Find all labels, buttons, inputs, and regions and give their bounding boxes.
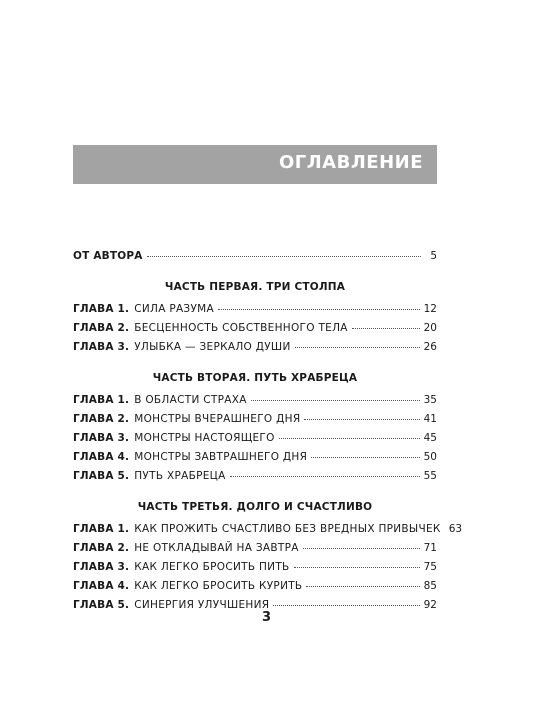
chapter-page: 50 [423,451,437,463]
chapter-page: 12 [423,303,437,315]
chapter-label: ГЛАВА 1. [73,303,130,315]
table-of-contents [73,247,463,615]
dot-leader [279,437,420,439]
dot-leader [304,418,419,420]
chapter-label: ГЛАВА 3. [73,432,130,444]
chapter-label: ГЛАВА 1. [73,523,130,535]
dot-leader [352,327,420,329]
chapter-page: 35 [423,394,437,406]
chapter-page: 26 [423,341,437,353]
chapter-title: МОНСТРЫ НАСТОЯЩЕГО [134,432,275,444]
toc-chapter-entry[interactable] [73,520,463,539]
chapter-page: 63 [448,523,463,535]
chapter-label: ГЛАВА 2. [73,413,130,425]
chapter-title: СИЛА РАЗУМА [134,303,215,315]
toc-banner [73,145,437,184]
page-number: 3 [261,610,272,625]
toc-chapter-entry[interactable] [73,300,437,319]
dot-leader [295,346,420,348]
chapter-title: НЕ ОТКЛАДЫВАЙ НА ЗАВТРА [134,542,299,554]
chapter-page: 75 [423,561,437,573]
spacer [73,486,437,494]
dot-leader [147,255,421,257]
chapter-label: ГЛАВА 2. [73,542,130,554]
toc-chapter-entry[interactable] [73,410,437,429]
toc-chapter-entry[interactable] [73,539,437,558]
chapter-page: 71 [423,542,437,554]
chapter-page: 55 [423,470,437,482]
chapter-label: ГЛАВА 3. [73,561,130,573]
spacer [73,357,437,365]
toc-chapter-entry[interactable] [73,429,437,448]
part-heading-3: ЧАСТЬ ТРЕТЬЯ. ДОЛГО И СЧАСТЛИВО [137,501,373,513]
toc-entry-page: 5 [430,250,437,262]
part-heading-2: ЧАСТЬ ВТОРАЯ. ПУТЬ ХРАБРЕЦА [152,372,358,384]
dot-leader [251,399,420,401]
chapter-page: 45 [423,432,437,444]
toc-title: ОГЛАВЛЕНИЕ [278,152,423,173]
chapter-label: ГЛАВА 4. [73,451,130,463]
chapter-title: МОНСТРЫ ЗАВТРАШНЕГО ДНЯ [134,451,308,463]
chapter-label: ГЛАВА 1. [73,394,130,406]
dot-leader [303,547,420,549]
toc-chapter-entry[interactable] [73,558,437,577]
chapter-title: КАК ЛЕГКО БРОСИТЬ КУРИТЬ [134,580,303,592]
toc-chapter-entry[interactable] [73,448,437,467]
chapter-label: ГЛАВА 5. [73,599,130,611]
chapter-label: ГЛАВА 5. [73,470,130,482]
spacer [73,266,437,274]
toc-chapter-entry[interactable] [73,338,437,357]
dot-leader [306,585,419,587]
chapter-title: МОНСТРЫ ВЧЕРАШНЕГО ДНЯ [134,413,301,425]
chapter-title: В ОБЛАСТИ СТРАХА [134,394,247,406]
chapter-title: УЛЫБКА — ЗЕРКАЛО ДУШИ [134,341,291,353]
chapter-title: ПУТЬ ХРАБРЕЦА [134,470,226,482]
dot-leader [230,475,420,477]
toc-chapter-entry[interactable] [73,319,437,338]
chapter-label: ГЛАВА 2. [73,322,130,334]
dot-leader [218,308,420,310]
chapter-page: 92 [423,599,437,611]
chapter-title: КАК ЛЕГКО БРОСИТЬ ПИТЬ [134,561,290,573]
toc-entry-author[interactable] [73,247,437,266]
chapter-title: БЕСЦЕННОСТЬ СОБСТВЕННОГО ТЕЛА [134,322,348,334]
dot-leader [273,604,419,606]
chapter-label: ГЛАВА 3. [73,341,130,353]
chapter-page: 41 [423,413,437,425]
toc-entry-label: ОТ АВТОРА [73,250,143,262]
chapter-page: 85 [423,580,437,592]
part-heading-1: ЧАСТЬ ПЕРВАЯ. ТРИ СТОЛПА [164,281,346,293]
chapter-page: 20 [423,322,437,334]
toc-chapter-entry[interactable] [73,391,437,410]
chapter-label: ГЛАВА 4. [73,580,130,592]
chapter-title: КАК ПРОЖИТЬ СЧАСТЛИВО БЕЗ ВРЕДНЫХ ПРИВЫЧЕК [134,523,441,535]
dot-leader [311,456,419,458]
chapter-title: СИНЕРГИЯ УЛУЧШЕНИЯ [134,599,270,611]
toc-chapter-entry[interactable] [73,467,437,486]
dot-leader [294,566,420,568]
toc-chapter-entry[interactable] [73,577,437,596]
